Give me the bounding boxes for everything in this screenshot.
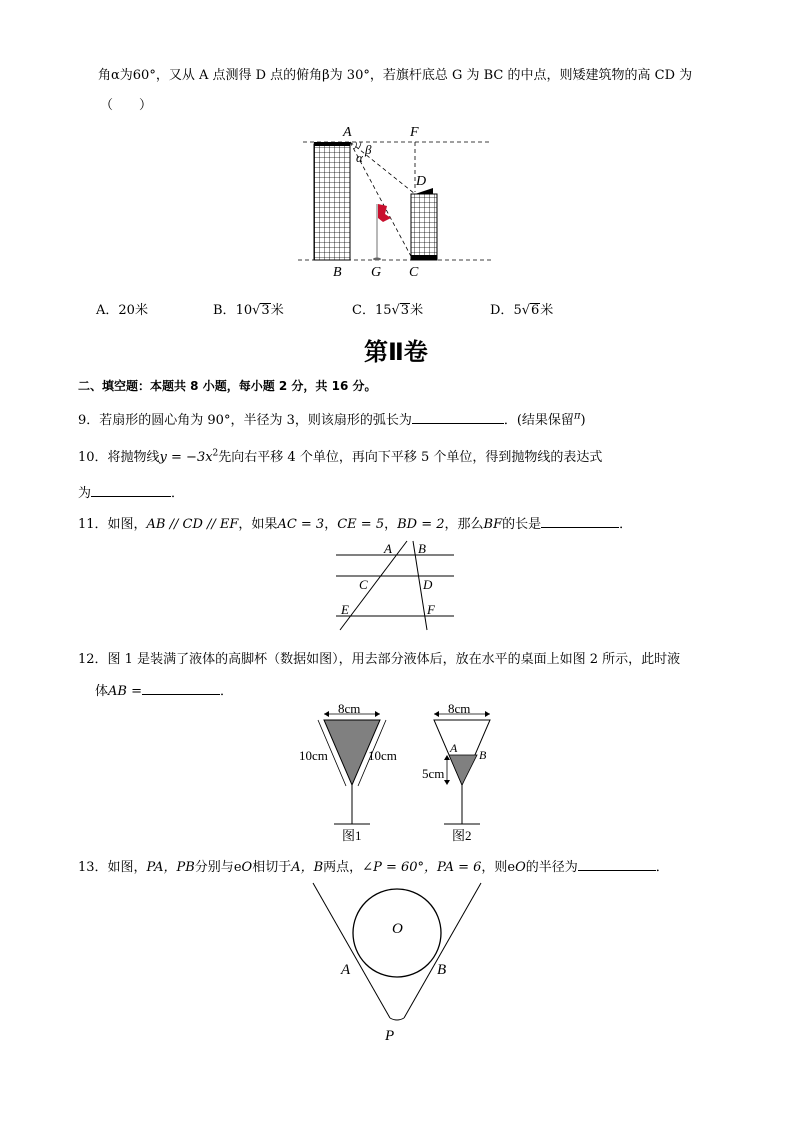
short-building — [411, 194, 437, 260]
q13: 13．如图，PA，PB分别与eO相切于A，B两点，∠P = 60°，PA = 6，则eO的半径为 ． — [78, 860, 669, 875]
q9-answer-blank[interactable] — [412, 423, 504, 424]
label-D: D — [423, 577, 433, 592]
label-C: C — [409, 265, 419, 280]
label-P: P — [385, 1028, 395, 1044]
label-E: E — [341, 602, 349, 617]
label-B: B — [333, 265, 342, 280]
label-A: A — [343, 125, 352, 140]
label-G: G — [371, 265, 382, 280]
fig1-left-label: 10cm — [299, 748, 328, 763]
fig2-top-label: 8cm — [448, 701, 471, 716]
label-D: D — [416, 174, 427, 189]
option-b[interactable]: B．10√3米 — [213, 303, 284, 318]
fig1-caption: 图1 — [342, 828, 362, 843]
fig2-caption: 图2 — [452, 828, 472, 843]
fig1-top-label: 8cm — [338, 701, 361, 716]
option-c[interactable]: C．15√3米 — [352, 303, 424, 318]
label-F: F — [410, 125, 419, 140]
label-A: A — [341, 962, 351, 978]
q10-line2: 为 ． — [78, 486, 185, 501]
label-B: B — [437, 962, 447, 978]
label-B: B — [418, 541, 426, 556]
fig2-height-label: 5cm — [422, 766, 445, 781]
fig2-label-B: B — [479, 748, 487, 762]
q8-figure — [295, 118, 500, 283]
option-d[interactable]: D．5√6米 — [490, 303, 554, 318]
q13-answer-blank[interactable] — [578, 870, 656, 871]
label-beta: β — [365, 142, 372, 157]
fig1-right-label: 10cm — [368, 748, 397, 763]
flag-icon — [378, 204, 391, 222]
q11-figure — [330, 538, 460, 633]
tall-building — [314, 144, 350, 260]
q12-line1: 12．图 1 是装满了液体的高脚杯（数据如图），用去部分液体后，放在水平的桌面上如图 2 所示，此时液 — [78, 652, 681, 667]
q13-figure — [310, 880, 490, 1050]
q10-answer-blank[interactable] — [91, 496, 171, 497]
q12-figure — [296, 700, 501, 845]
q12-answer-blank[interactable] — [142, 694, 220, 695]
q11-answer-blank[interactable] — [541, 527, 619, 528]
label-C: C — [359, 577, 368, 592]
section-header: 二、填空题：本题共 8 小题，每小题 2 分，共 16 分。 — [78, 379, 377, 393]
q9: 9．若扇形的圆心角为 90°，半径为 3，则该扇形的弧长为 ．(结果保留$^\pi$) — [78, 410, 586, 428]
label-F: F — [427, 602, 435, 617]
section-title: 第Ⅱ卷 — [364, 338, 428, 366]
option-a[interactable]: A．20米 — [96, 303, 148, 318]
q11: 11．如图，AB // CD // EF，如果AC = 3，CE = 5，BD = 2，那么BF的长是 ． — [78, 517, 633, 532]
q8-paren: （ ） — [100, 98, 153, 113]
q8-line1: 角α为60°，又从 A 点测得 D 点的俯角β为 30°，若旗杆底总 G 为 BC 的中点，则矮建筑物的高 CD 为 — [98, 68, 693, 83]
label-alpha: α — [356, 150, 363, 165]
q10-line1: 10．将抛物线$y = -3x^2$先向右平移 4 个单位，再向下平移 5 个单位，得到抛物线的表达式 — [78, 448, 603, 465]
q12-line2: 体AB = ． — [95, 684, 233, 699]
label-A: A — [384, 541, 392, 556]
label-O: O — [392, 921, 403, 937]
fig2-label-A: A — [450, 741, 458, 755]
